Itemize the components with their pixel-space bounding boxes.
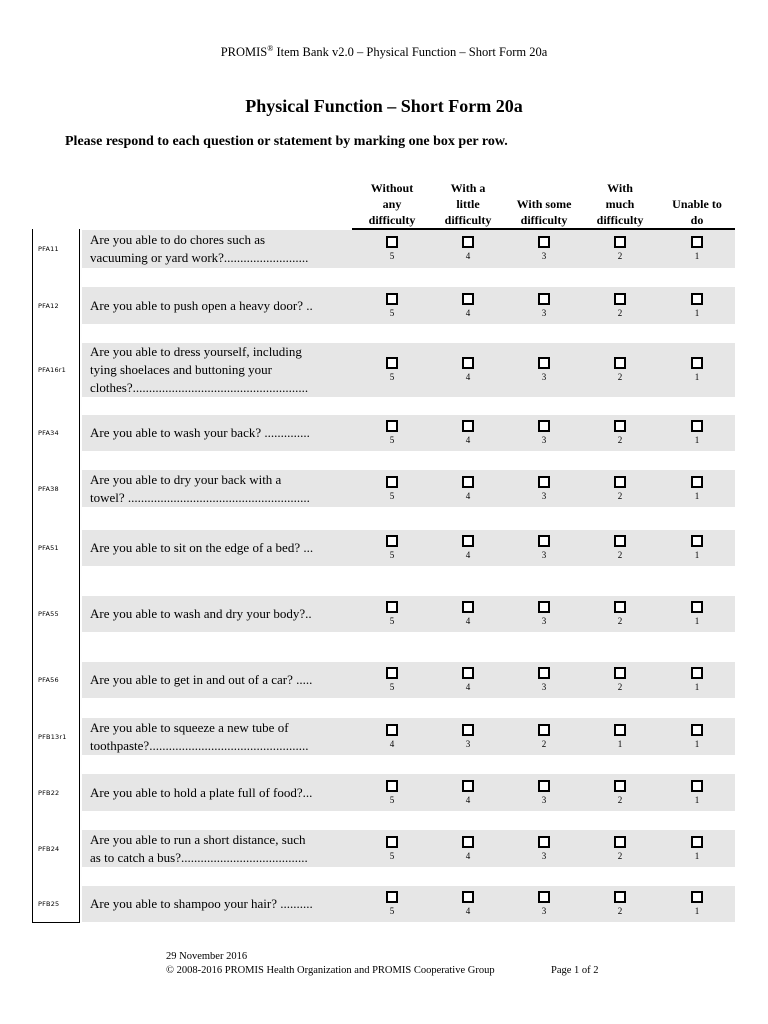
response-checkbox[interactable]: [691, 724, 703, 736]
response-score: 4: [465, 550, 471, 560]
question-text-line: Are you able to push open a heavy door? ..: [90, 297, 313, 313]
response-score: 2: [617, 372, 623, 382]
response-score: 4: [465, 616, 471, 626]
question-text-line: towel? ........................................................: [90, 489, 310, 505]
response-checkbox[interactable]: [614, 724, 626, 736]
response-checkbox[interactable]: [614, 836, 626, 848]
question-text: [90, 297, 352, 315]
response-checkbox[interactable]: [614, 476, 626, 488]
registered-mark: ®: [267, 44, 274, 53]
response-option[interactable]: [600, 535, 640, 560]
question-text: [90, 784, 352, 802]
response-checkbox[interactable]: [691, 601, 703, 613]
response-checkbox[interactable]: [462, 780, 474, 792]
response-score: 3: [541, 906, 547, 916]
item-code: PFA11: [38, 245, 59, 253]
response-checkbox[interactable]: [462, 724, 474, 736]
response-checkbox[interactable]: [691, 535, 703, 547]
response-option[interactable]: [372, 293, 412, 318]
response-checkbox[interactable]: [462, 535, 474, 547]
response-checkbox[interactable]: [386, 601, 398, 613]
column-header-little-difficulty: [428, 180, 508, 228]
column-header-line: do: [690, 213, 704, 227]
response-option[interactable]: [600, 293, 640, 318]
response-checkbox[interactable]: [691, 420, 703, 432]
item-code: PFA56: [38, 676, 59, 684]
response-score: 4: [465, 906, 471, 916]
response-checkbox[interactable]: [538, 476, 550, 488]
response-option[interactable]: [448, 420, 488, 445]
response-checkbox[interactable]: [462, 601, 474, 613]
response-score: 2: [617, 906, 623, 916]
response-score: 5: [389, 906, 395, 916]
question-text: [90, 471, 352, 507]
response-option[interactable]: [524, 293, 564, 318]
response-checkbox[interactable]: [538, 891, 550, 903]
response-checkbox[interactable]: [691, 357, 703, 369]
response-option[interactable]: [677, 293, 717, 318]
item-code: PFA34: [38, 429, 59, 437]
question-text-line: Are you able to wash and dry your body?..: [90, 606, 312, 621]
response-score: 2: [617, 251, 623, 261]
response-option[interactable]: [448, 601, 488, 626]
response-checkbox[interactable]: [386, 293, 398, 305]
response-checkbox[interactable]: [538, 535, 550, 547]
response-option[interactable]: [372, 601, 412, 626]
header-prefix: PROMIS: [220, 45, 268, 60]
item-code: PFA16r1: [38, 366, 66, 374]
column-header-line: any: [382, 197, 402, 211]
response-option[interactable]: [677, 420, 717, 445]
response-score: 4: [465, 794, 471, 805]
response-option[interactable]: [524, 236, 564, 261]
response-checkbox[interactable]: [614, 535, 626, 547]
column-header-line: little: [456, 197, 480, 211]
column-header-line: difficulty: [368, 213, 416, 227]
question-text-line: Are you able to do chores such as: [90, 232, 266, 247]
response-checkbox[interactable]: [462, 476, 474, 488]
response-checkbox[interactable]: [691, 780, 703, 792]
response-score: 3: [541, 850, 547, 861]
response-option[interactable]: [677, 891, 717, 916]
response-checkbox[interactable]: [386, 891, 398, 903]
response-score: 1: [694, 490, 700, 501]
question-text: [90, 539, 352, 557]
response-score: 3: [541, 794, 547, 805]
question-text-line: Are you able to sit on the edge of a bed? ...: [90, 540, 314, 555]
response-option[interactable]: [600, 836, 640, 861]
response-option[interactable]: [524, 667, 564, 692]
response-checkbox[interactable]: [386, 724, 398, 736]
response-score: 2: [617, 435, 623, 445]
response-checkbox[interactable]: [386, 476, 398, 488]
response-option[interactable]: [524, 535, 564, 560]
response-checkbox[interactable]: [538, 667, 550, 679]
response-option[interactable]: [677, 724, 717, 749]
response-checkbox[interactable]: [386, 535, 398, 547]
response-score: 1: [694, 550, 700, 560]
item-code: PFA51: [38, 544, 59, 552]
response-checkbox[interactable]: [614, 357, 626, 369]
response-score: 3: [541, 307, 547, 318]
question-text-line: Are you able to get in and out of a car? .....: [90, 672, 313, 687]
column-header-line: With: [607, 181, 633, 195]
column-header-line: Without: [370, 181, 414, 195]
response-option[interactable]: [448, 667, 488, 692]
response-score: 3: [541, 616, 547, 626]
response-checkbox[interactable]: [386, 236, 398, 248]
column-header-some-difficulty: [504, 180, 584, 228]
column-header-line: much: [605, 197, 635, 211]
response-option[interactable]: [448, 476, 488, 501]
response-checkbox[interactable]: [538, 836, 550, 848]
response-score: 2: [617, 850, 623, 861]
response-score: 3: [541, 372, 547, 382]
response-score: 4: [389, 738, 395, 749]
response-score: 4: [465, 490, 471, 501]
response-option[interactable]: [524, 780, 564, 805]
response-score: 1: [694, 251, 700, 261]
footer-page-number: Page 1 of 2: [551, 965, 599, 976]
response-score: 5: [389, 850, 395, 861]
response-score: 5: [389, 616, 395, 626]
response-option[interactable]: [600, 601, 640, 626]
response-checkbox[interactable]: [691, 293, 703, 305]
response-checkbox[interactable]: [386, 357, 398, 369]
column-header-line: difficulty: [520, 213, 568, 227]
question-text: [90, 343, 352, 397]
response-checkbox[interactable]: [462, 420, 474, 432]
response-checkbox[interactable]: [691, 236, 703, 248]
question-text: [90, 895, 352, 913]
response-score: 4: [465, 307, 471, 318]
response-checkbox[interactable]: [386, 667, 398, 679]
response-score: 1: [617, 738, 623, 749]
response-option[interactable]: [372, 891, 412, 916]
item-code: PFA55: [38, 610, 59, 618]
column-header-line: [657, 180, 737, 196]
response-option[interactable]: [372, 780, 412, 805]
question-text: [90, 231, 352, 267]
instructions-text: Please respond to each question or statement by marking one box per row.: [65, 134, 508, 149]
question-text: [90, 671, 352, 689]
response-score: 5: [389, 550, 395, 560]
response-score: 3: [541, 490, 547, 501]
response-checkbox[interactable]: [691, 476, 703, 488]
response-checkbox[interactable]: [538, 780, 550, 792]
response-option[interactable]: [448, 891, 488, 916]
response-score: 4: [465, 682, 471, 692]
column-header-line: difficulty: [596, 213, 644, 227]
item-code: PFB22: [38, 788, 60, 797]
response-score: 3: [465, 738, 471, 749]
response-checkbox[interactable]: [538, 357, 550, 369]
response-option[interactable]: [448, 780, 488, 805]
response-score: 5: [389, 372, 395, 382]
response-checkbox[interactable]: [691, 667, 703, 679]
response-checkbox[interactable]: [538, 724, 550, 736]
response-score: 5: [389, 307, 395, 318]
response-option[interactable]: [372, 236, 412, 261]
response-checkbox[interactable]: [538, 236, 550, 248]
response-score: 4: [465, 251, 471, 261]
response-checkbox[interactable]: [462, 357, 474, 369]
question-text-line: Are you able to dress yourself, including: [90, 344, 302, 359]
question-text-line: as to catch a bus?.......................................: [90, 849, 308, 865]
response-checkbox[interactable]: [538, 601, 550, 613]
response-checkbox[interactable]: [614, 236, 626, 248]
response-option[interactable]: [448, 357, 488, 382]
response-score: 1: [694, 372, 700, 382]
page-title: Physical Function – Short Form 20a: [245, 96, 523, 116]
question-text-line: Are you able to wash your back? ..............: [90, 425, 310, 440]
response-score: 3: [541, 682, 547, 692]
response-option[interactable]: [677, 601, 717, 626]
response-option[interactable]: [372, 476, 412, 501]
response-score: 2: [541, 738, 547, 749]
item-code: PFB13r1: [38, 732, 67, 741]
response-option[interactable]: [524, 476, 564, 501]
response-score: 4: [465, 850, 471, 861]
response-score: 1: [694, 307, 700, 318]
response-option[interactable]: [600, 476, 640, 501]
response-score: 1: [694, 850, 700, 861]
response-checkbox[interactable]: [614, 601, 626, 613]
response-checkbox[interactable]: [462, 836, 474, 848]
question-text-line: Are you able to dry your back with a: [90, 471, 282, 487]
footer-copyright: © 2008-2016 PROMIS Health Organization and PROMIS Cooperative Group: [166, 965, 495, 976]
response-checkbox[interactable]: [614, 667, 626, 679]
item-code-column: [32, 229, 80, 923]
response-option[interactable]: [524, 420, 564, 445]
response-score: 2: [617, 682, 623, 692]
question-text: [90, 424, 352, 442]
question-text-line: Are you able to hold a plate full of food?...: [90, 784, 313, 800]
response-option[interactable]: [524, 891, 564, 916]
column-header-line: [504, 180, 584, 196]
response-checkbox[interactable]: [614, 293, 626, 305]
column-header-line: difficulty: [444, 213, 492, 227]
item-code: PFB25: [38, 900, 60, 908]
response-checkbox[interactable]: [614, 780, 626, 792]
response-option[interactable]: [677, 667, 717, 692]
response-score: 5: [389, 794, 395, 805]
response-option[interactable]: [600, 236, 640, 261]
response-score: 1: [694, 906, 700, 916]
response-option[interactable]: [600, 780, 640, 805]
response-option[interactable]: [524, 601, 564, 626]
response-option[interactable]: [677, 535, 717, 560]
response-checkbox[interactable]: [462, 667, 474, 679]
question-text: [90, 605, 352, 623]
header-suffix: Item Bank v2.0 – Physical Function – Short Form 20a: [273, 45, 548, 60]
response-option[interactable]: [448, 293, 488, 318]
question-text-line: vacuuming or yard work?..........................: [90, 250, 309, 265]
response-score: 1: [694, 682, 700, 692]
response-score: 2: [617, 794, 623, 805]
response-option[interactable]: [600, 724, 640, 749]
response-option[interactable]: [372, 836, 412, 861]
column-header-unable: [657, 180, 737, 228]
response-checkbox[interactable]: [614, 420, 626, 432]
response-option[interactable]: [600, 891, 640, 916]
column-header-without-difficulty: [352, 180, 432, 228]
column-header-line: With some: [516, 197, 572, 211]
question-text-line: toothpaste?.................................................: [90, 737, 309, 753]
response-checkbox[interactable]: [386, 780, 398, 792]
footer-date: 29 November 2016: [166, 951, 248, 962]
response-score: 1: [694, 435, 700, 445]
response-option[interactable]: [524, 836, 564, 861]
response-option[interactable]: [448, 836, 488, 861]
question-text-line: clothes?......................................................: [90, 380, 309, 395]
response-option[interactable]: [600, 357, 640, 382]
response-option[interactable]: [600, 420, 640, 445]
response-option[interactable]: [448, 724, 488, 749]
column-header-line: Unable to: [672, 197, 722, 211]
response-score: 5: [389, 682, 395, 692]
response-score: 1: [694, 616, 700, 626]
response-score: 2: [617, 490, 623, 501]
response-score: 3: [541, 251, 547, 261]
response-score: 4: [465, 435, 471, 445]
item-code: PFA12: [38, 301, 59, 310]
response-checkbox[interactable]: [462, 293, 474, 305]
response-checkbox[interactable]: [691, 891, 703, 903]
response-checkbox[interactable]: [386, 420, 398, 432]
response-option[interactable]: [372, 724, 412, 749]
response-checkbox[interactable]: [386, 836, 398, 848]
response-option[interactable]: [448, 535, 488, 560]
question-text-line: Are you able to squeeze a new tube of: [90, 719, 289, 735]
response-option[interactable]: [524, 357, 564, 382]
question-text-line: Are you able to run a short distance, such: [90, 831, 306, 847]
response-score: 4: [465, 372, 471, 382]
response-checkbox[interactable]: [538, 293, 550, 305]
response-checkbox[interactable]: [614, 891, 626, 903]
response-option[interactable]: [372, 667, 412, 692]
question-text: [90, 719, 352, 755]
response-option[interactable]: [372, 357, 412, 382]
response-score: 2: [617, 550, 623, 560]
response-checkbox[interactable]: [462, 891, 474, 903]
response-option[interactable]: [677, 357, 717, 382]
response-checkbox[interactable]: [691, 836, 703, 848]
response-option[interactable]: [524, 724, 564, 749]
response-score: 2: [617, 616, 623, 626]
response-score: 2: [617, 307, 623, 318]
column-header-line: With a: [450, 181, 486, 195]
response-score: 1: [694, 738, 700, 749]
question-text: [90, 831, 352, 867]
response-option[interactable]: [372, 420, 412, 445]
response-score: 5: [389, 251, 395, 261]
response-score: 5: [389, 490, 395, 501]
response-option[interactable]: [677, 476, 717, 501]
response-option[interactable]: [677, 236, 717, 261]
response-option[interactable]: [677, 780, 717, 805]
response-option[interactable]: [372, 535, 412, 560]
response-option[interactable]: [677, 836, 717, 861]
response-score: 3: [541, 550, 547, 560]
response-checkbox[interactable]: [462, 236, 474, 248]
document-header: [0, 44, 768, 60]
response-option[interactable]: [448, 236, 488, 261]
question-text-line: Are you able to shampoo your hair? ..........: [90, 896, 313, 911]
response-score: 3: [541, 435, 547, 445]
item-code: PFB24: [38, 844, 60, 853]
response-option[interactable]: [600, 667, 640, 692]
response-score: 1: [694, 794, 700, 805]
item-code: PFA38: [38, 484, 59, 493]
response-score: 5: [389, 435, 395, 445]
response-checkbox[interactable]: [538, 420, 550, 432]
column-header-much-difficulty: [580, 180, 660, 228]
question-text-line: tying shoelaces and buttoning your: [90, 362, 272, 377]
